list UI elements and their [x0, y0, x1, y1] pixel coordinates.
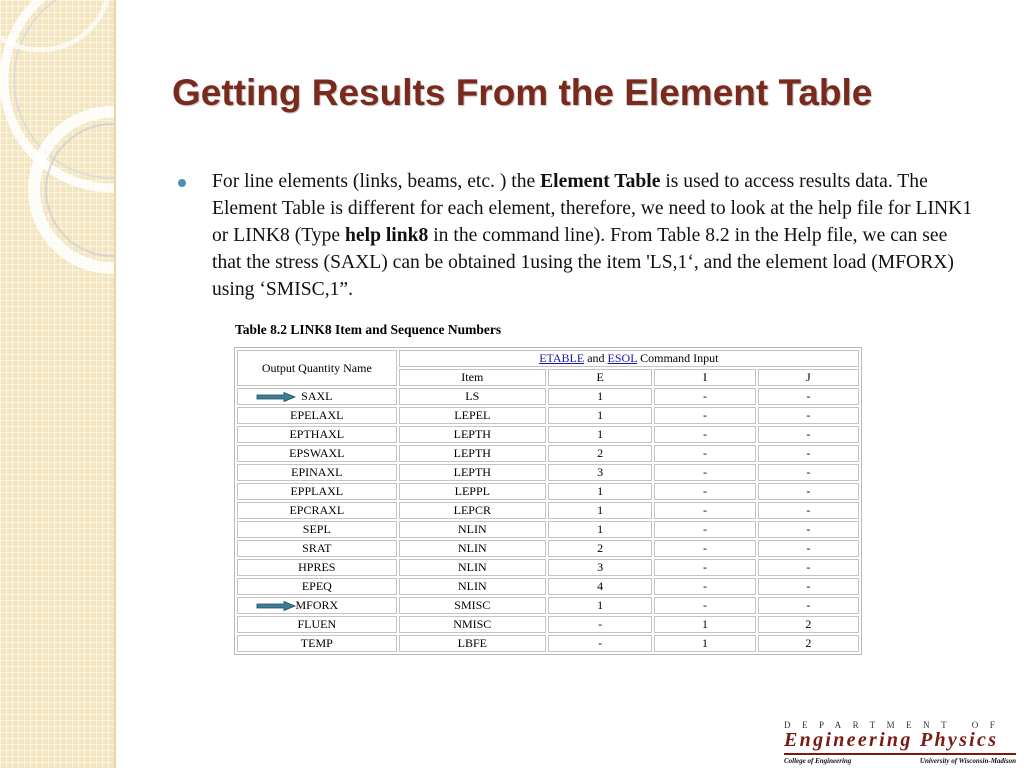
- cell-text: EPTHAXL: [289, 427, 345, 441]
- dept-rule: [784, 753, 1016, 755]
- sequence-table-frame: [234, 347, 862, 655]
- cell-j: [758, 578, 859, 595]
- cell-text: NMISC: [453, 617, 492, 631]
- cell-name: [237, 559, 397, 576]
- table-row: [237, 483, 859, 500]
- cell-text: -: [703, 389, 707, 403]
- cell-name: [237, 635, 397, 652]
- table-row: [237, 407, 859, 424]
- cell-name: [237, 521, 397, 538]
- cell-text: SAXL: [301, 389, 333, 403]
- table-caption: Table 8.2 LINK8 Item and Sequence Numbers: [235, 322, 502, 337]
- cell-j: [758, 445, 859, 462]
- cell-text: -: [598, 636, 603, 650]
- cell-e: [548, 597, 652, 614]
- header-i: I: [654, 369, 755, 386]
- cell-text: -: [806, 408, 811, 422]
- cell-text: -: [806, 598, 811, 612]
- cell-text: -: [806, 484, 811, 498]
- cell-text: LEPTH: [453, 465, 491, 479]
- cell-text: 1: [597, 522, 604, 536]
- cell-i: [654, 540, 755, 557]
- cell-j: [758, 483, 859, 500]
- cell-text: -: [598, 617, 603, 631]
- cell-text: -: [703, 427, 707, 441]
- cell-text: 3: [597, 560, 604, 574]
- department-logo: [784, 720, 1016, 765]
- cell-text: LBFE: [457, 636, 487, 650]
- cell-name: [237, 616, 397, 633]
- header-command-rest: Command Input: [637, 351, 719, 365]
- cell-text: 1: [597, 389, 604, 403]
- cell-e: [548, 616, 652, 633]
- cell-text: EPPLAXL: [290, 484, 344, 498]
- cell-name: [237, 540, 397, 557]
- pointer-arrow-icon: [256, 392, 296, 402]
- cell-text: SMISC: [454, 598, 491, 612]
- cell-text: MFORX: [295, 598, 339, 612]
- cell-i: [654, 502, 755, 519]
- header-and-text: and: [584, 351, 608, 365]
- cell-text: LEPPL: [454, 484, 490, 498]
- cell-i: [654, 445, 755, 462]
- cell-item: [399, 540, 546, 557]
- cell-text: -: [806, 579, 811, 593]
- cell-text: -: [806, 389, 811, 403]
- cell-text: -: [703, 465, 707, 479]
- cell-text: SRAT: [302, 541, 332, 555]
- cell-e: [548, 502, 652, 519]
- dept-college-text: College of Engineering: [784, 757, 852, 765]
- cell-j: [758, 426, 859, 443]
- cell-item: [399, 502, 546, 519]
- cell-e: [548, 559, 652, 576]
- table-row: [237, 521, 859, 538]
- cell-item: [399, 597, 546, 614]
- cell-name: [237, 407, 397, 424]
- cell-text: 1: [597, 427, 604, 441]
- table-header-row: [237, 350, 859, 367]
- cell-name: [237, 464, 397, 481]
- cell-j: [758, 597, 859, 614]
- cell-e: [548, 483, 652, 500]
- cell-text: LEPEL: [454, 408, 491, 422]
- cell-item: [399, 407, 546, 424]
- cell-e: [548, 540, 652, 557]
- cell-item: [399, 445, 546, 462]
- cell-text: -: [703, 598, 707, 612]
- bullet-paragraph: [178, 168, 978, 303]
- table-row: [237, 540, 859, 557]
- bullet-text-part1: For line elements (links, beams, etc. ) the: [212, 171, 541, 192]
- table-row: [237, 597, 859, 614]
- cell-text: -: [703, 408, 707, 422]
- cell-text: NLIN: [457, 522, 487, 536]
- cell-text: -: [703, 446, 707, 460]
- cell-name: [237, 388, 397, 405]
- cell-j: [758, 616, 859, 633]
- cell-text: -: [806, 503, 811, 517]
- bullet-bold-help-link8: help link8: [345, 225, 429, 246]
- cell-text: 2: [597, 446, 604, 460]
- cell-i: [654, 388, 755, 405]
- cell-text: 2: [805, 617, 812, 631]
- cell-text: EPEQ: [301, 579, 332, 593]
- table-row: [237, 426, 859, 443]
- cell-e: [548, 635, 652, 652]
- cell-item: [399, 635, 546, 652]
- cell-text: LEPTH: [453, 446, 491, 460]
- cell-i: [654, 407, 755, 424]
- dept-university-text: University of Wisconsin-Madison: [919, 757, 1016, 765]
- cell-item: [399, 464, 546, 481]
- dept-top-text: DEPARTMENT OF: [784, 720, 1007, 730]
- cell-name: [237, 502, 397, 519]
- sequence-table: [235, 348, 861, 654]
- bullet-dot-icon: [178, 179, 186, 187]
- cell-text: -: [703, 541, 707, 555]
- bullet-text-part2: is used to access results data. The Element Table is different for each element, therefore, we need to look at the help file for LINK1 or LINK8 (Type: [212, 171, 973, 246]
- pointer-arrow-icon: [256, 601, 296, 611]
- cell-i: [654, 578, 755, 595]
- cell-name: [237, 597, 397, 614]
- table-row: [237, 502, 859, 519]
- header-item: Item: [399, 369, 546, 386]
- cell-i: [654, 635, 755, 652]
- decorative-side-strip: [0, 0, 114, 768]
- cell-text: 4: [597, 579, 604, 593]
- cell-i: [654, 464, 755, 481]
- cell-text: EPINAXL: [291, 465, 343, 479]
- cell-text: 1: [597, 503, 604, 517]
- cell-j: [758, 521, 859, 538]
- cell-text: SEPL: [302, 522, 331, 536]
- table-row: [237, 635, 859, 652]
- cell-text: -: [703, 579, 707, 593]
- cell-text: 3: [597, 465, 604, 479]
- header-e: E: [548, 369, 652, 386]
- cell-j: [758, 407, 859, 424]
- cell-j: [758, 502, 859, 519]
- cell-text: 1: [702, 617, 708, 631]
- cell-item: [399, 578, 546, 595]
- cell-name: [237, 445, 397, 462]
- cell-name: [237, 483, 397, 500]
- cell-text: HPRES: [298, 560, 336, 574]
- cell-e: [548, 426, 652, 443]
- cell-item: [399, 426, 546, 443]
- cell-text: EPSWAXL: [289, 446, 345, 460]
- cell-item: [399, 521, 546, 538]
- cell-item: [399, 559, 546, 576]
- cell-text: LEPCR: [453, 503, 491, 517]
- cell-text: EPELAXL: [290, 408, 344, 422]
- side-strip-edge: [114, 0, 116, 768]
- cell-text: -: [703, 560, 707, 574]
- cell-text: 1: [702, 636, 708, 650]
- slide-title: Getting Results From the Element Table: [172, 72, 873, 113]
- table-row: [237, 445, 859, 462]
- cell-text: -: [806, 541, 811, 555]
- bullet-bold-element-table: Element Table: [540, 171, 661, 192]
- cell-text: NLIN: [457, 541, 487, 555]
- cell-j: [758, 540, 859, 557]
- cell-text: -: [806, 522, 811, 536]
- bullet-text: [212, 168, 978, 303]
- cell-item: [399, 483, 546, 500]
- cell-text: LS: [465, 389, 480, 403]
- header-output-quantity: Output Quantity Name: [237, 350, 397, 386]
- cell-text: -: [703, 522, 707, 536]
- bullet-text-part3: in the command line). From Table 8.2 in the Help file, we can see that the stress (SAXL) can be obtained 1using the item 'LS,1‘, and the element load (MFORX) using ‘SMISC,1”.: [212, 225, 954, 300]
- cell-j: [758, 635, 859, 652]
- cell-text: -: [806, 465, 811, 479]
- cell-text: 2: [805, 636, 812, 650]
- table-row: [237, 388, 859, 405]
- cell-j: [758, 388, 859, 405]
- cell-text: EPCRAXL: [289, 503, 345, 517]
- dept-name-text: Engineering Physics: [784, 729, 999, 751]
- cell-text: -: [806, 446, 811, 460]
- cell-i: [654, 559, 755, 576]
- table-row: [237, 616, 859, 633]
- cell-e: [548, 464, 652, 481]
- cell-text: -: [806, 560, 811, 574]
- cell-e: [548, 578, 652, 595]
- cell-text: NLIN: [457, 579, 487, 593]
- cell-text: LEPTH: [453, 427, 491, 441]
- cell-e: [548, 445, 652, 462]
- cell-text: NLIN: [457, 560, 487, 574]
- cell-text: TEMP: [300, 636, 333, 650]
- cell-j: [758, 464, 859, 481]
- header-j: J: [758, 369, 859, 386]
- dept-subline: [784, 757, 1016, 765]
- cell-j: [758, 559, 859, 576]
- cell-text: 1: [597, 408, 604, 422]
- table-row: [237, 578, 859, 595]
- cell-name: [237, 578, 397, 595]
- cell-text: -: [806, 427, 811, 441]
- cell-text: 1: [597, 484, 604, 498]
- cell-i: [654, 597, 755, 614]
- table-row: [237, 559, 859, 576]
- cell-item: [399, 388, 546, 405]
- decorative-circles: [0, 0, 114, 768]
- cell-i: [654, 521, 755, 538]
- cell-i: [654, 616, 755, 633]
- cell-text: FLUEN: [297, 617, 337, 631]
- cell-i: [654, 483, 755, 500]
- cell-text: 2: [597, 541, 604, 555]
- esol-link[interactable]: ESOL: [607, 351, 638, 365]
- cell-item: [399, 616, 546, 633]
- cell-text: -: [703, 503, 707, 517]
- header-command-input: [399, 350, 859, 367]
- cell-e: [548, 388, 652, 405]
- cell-text: -: [703, 484, 707, 498]
- cell-name: [237, 426, 397, 443]
- table-row: [237, 464, 859, 481]
- cell-text: 1: [597, 598, 604, 612]
- cell-e: [548, 407, 652, 424]
- cell-e: [548, 521, 652, 538]
- cell-i: [654, 426, 755, 443]
- etable-link[interactable]: ETABLE: [539, 351, 585, 365]
